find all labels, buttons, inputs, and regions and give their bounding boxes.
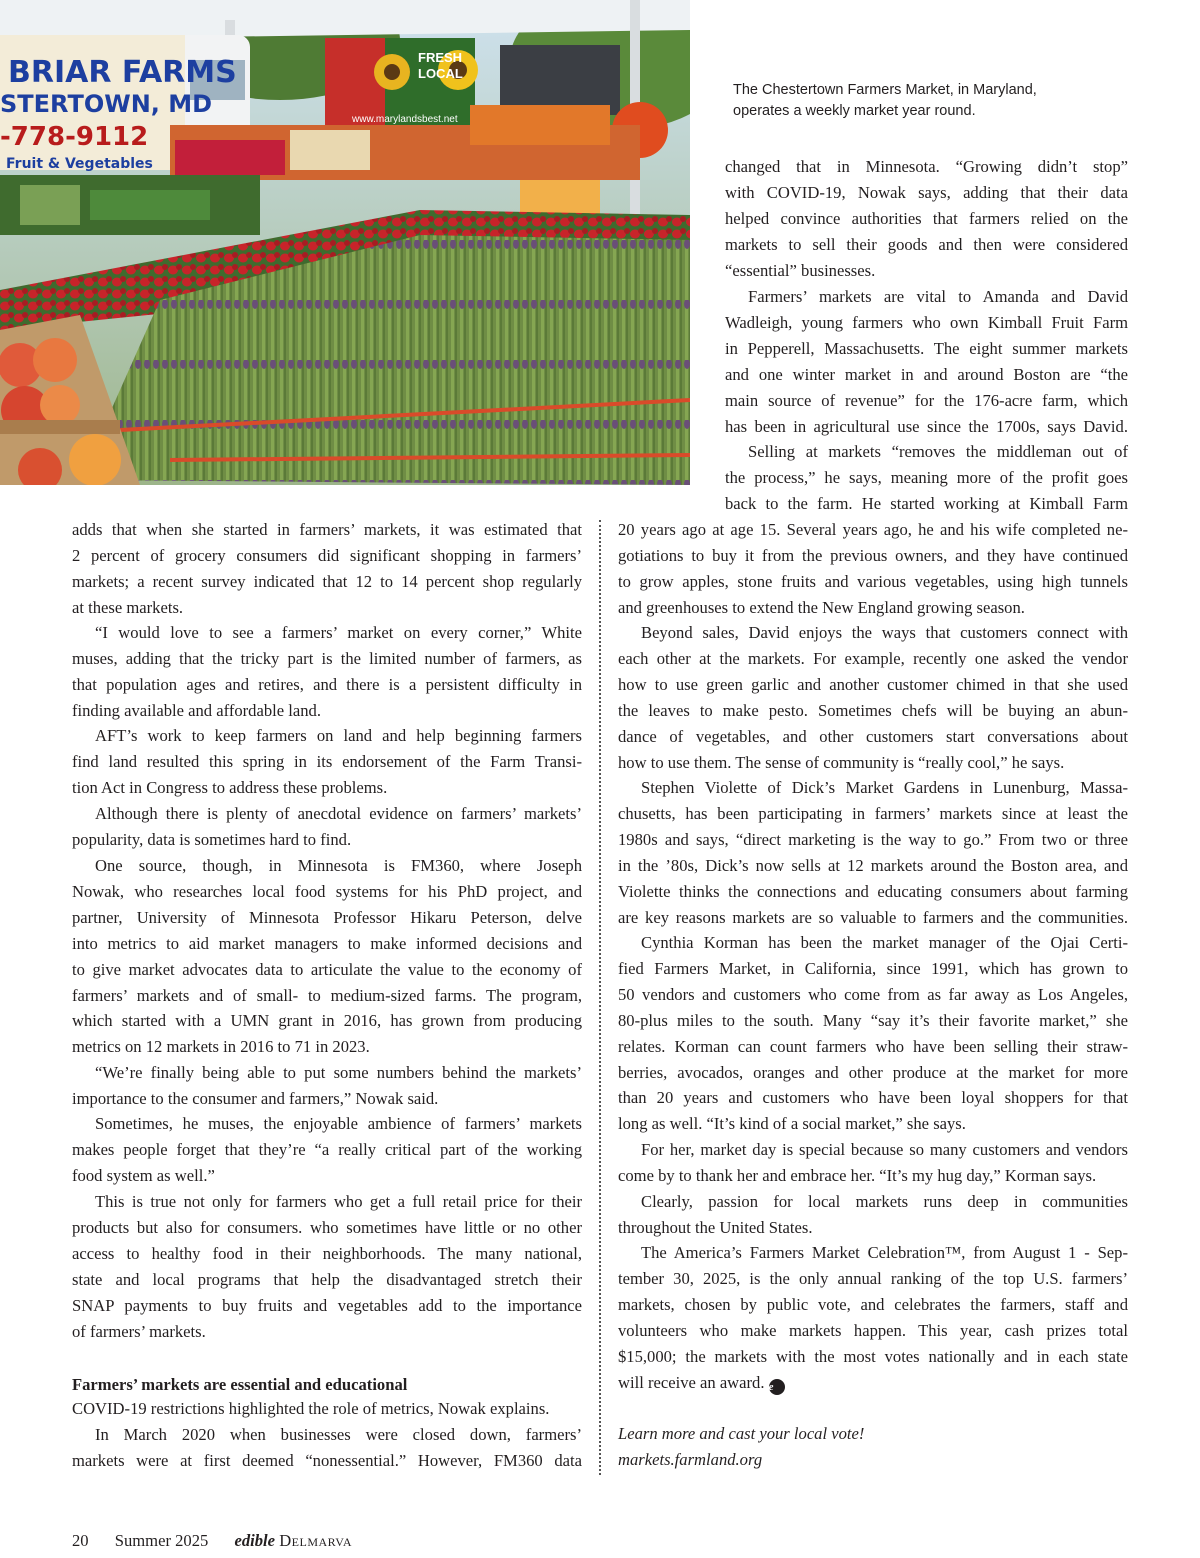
text-line: the leaves to make pesto. Sometimes chefs will be buying an abun- xyxy=(618,700,1128,720)
left-p10 xyxy=(72,1422,582,1474)
page-footer xyxy=(72,1531,352,1551)
text-line: tember 30, 2025, is the only annual ranking of the top U.S. farmers’ xyxy=(618,1268,1128,1288)
right-p4 xyxy=(618,620,1128,775)
text-line: The America’s Farmers Market Celebration™, from August 1 - Sep- xyxy=(641,1243,1128,1262)
left-p5 xyxy=(72,853,582,1060)
text-line: berries, avocados, oranges and other produce at the market for more xyxy=(618,1062,1128,1082)
text-line: dance of vegetables, and other customers start conversations about xyxy=(618,726,1128,746)
text-line: COVID-19 restrictions highlighted the role of metrics, Nowak explains. xyxy=(72,1399,550,1418)
text-line: back to the farm. He started working at Kimball Farm xyxy=(725,493,1128,513)
text-line: relates. Korman can count farmers who have been selling their straw- xyxy=(618,1036,1128,1056)
text-line: main source of revenue” for the 176-acre farm, which xyxy=(725,390,1128,410)
text-line: tion Act in Congress to address these problems. xyxy=(72,777,388,797)
text-line: come by to thank her and embrace her. “It’s my hug day,” Korman says. xyxy=(618,1165,1097,1185)
cta-link[interactable]: markets.farmland.org xyxy=(618,1449,763,1469)
text-line: makes people forget that they’re “a really critical part of the working xyxy=(72,1139,582,1159)
text-line: For her, market day is special because so many customers and vendors xyxy=(641,1140,1128,1159)
brand-prefix: edible xyxy=(234,1531,276,1550)
text-line: throughout the United States. xyxy=(618,1217,813,1237)
text-line: Beyond sales, David enjoys the ways that customers connect with xyxy=(641,623,1128,642)
text-line: which started with a UMN grant in 2016, has grown from producing xyxy=(72,1011,582,1031)
text-line: importance to the consumer and farmers,” Nowak said. xyxy=(72,1088,439,1108)
text-line: to give market advocates data to articulate the value to the economy of xyxy=(72,959,582,979)
brand-name: Delmarva xyxy=(279,1531,352,1550)
left-p6 xyxy=(72,1060,582,1112)
text-line: the process,” he says, meaning more of the profit goes xyxy=(725,467,1128,487)
text-line: find land resulted this spring in its endorsement of the Farm Transi- xyxy=(72,751,582,771)
text-line: access to healthy food in their neighborhoods. The many national, xyxy=(72,1243,582,1263)
text-line: Selling at markets “removes the middleman out of xyxy=(748,442,1128,461)
text-line: “I would love to see a farmers’ market on every corner,” White xyxy=(95,623,582,642)
text-line: AFT’s work to keep farmers on land and help beginning farmers xyxy=(95,726,582,745)
left-p3 xyxy=(72,723,582,801)
banner-url: www.marylandsbest.net xyxy=(352,114,458,125)
text-line: each other at the markets. For example, recently one asked the vendor xyxy=(618,648,1128,668)
text-line: markets, chosen by public vote, and celebrates the farmers, staff and xyxy=(618,1294,1128,1314)
text-line: fied Farmers Market, in California, since 1991, which has grown to xyxy=(618,958,1128,978)
right-p9 xyxy=(618,1240,1128,1395)
text-line: Stephen Violette of Dick’s Market Gardens in Lunenburg, Massa- xyxy=(641,778,1128,797)
text-line: in the ’80s, Dick’s now sells at 12 markets around the Boston area, and xyxy=(618,855,1128,875)
farmers-market-photo-icon xyxy=(0,0,690,485)
sign-line-2: STERTOWN, MD xyxy=(0,90,213,118)
sign-line-1: BRIAR FARMS xyxy=(8,55,237,90)
text-line: in Pepperell, Massachusetts. The eight summer markets xyxy=(725,338,1128,358)
text-line: with COVID-19, Nowak says, adding that their data xyxy=(725,182,1128,202)
market-photo xyxy=(0,0,690,485)
text-line: how to use green garlic and another customer chimed in that she used xyxy=(618,674,1128,694)
sign-line-3: -778-9112 xyxy=(0,122,149,152)
text-line: 50 vendors and customers who come from as far away as Los Angeles, xyxy=(618,984,1128,1004)
caption-line-2: operates a weekly market year round. xyxy=(733,103,976,119)
text-line: metrics on 12 markets in 2016 to 71 in 2023. xyxy=(72,1037,370,1057)
text-line: finding available and affordable land. xyxy=(72,700,321,720)
right-p5 xyxy=(618,775,1128,930)
text-line: Wadleigh, young farmers who own Kimball Fruit Farm xyxy=(725,312,1128,332)
text-line: partner, University of Minnesota Professor Hikaru Peterson, delve xyxy=(72,907,582,927)
column-divider xyxy=(599,520,601,1475)
right-p6 xyxy=(618,930,1128,1137)
text-line: farmers’ markets and of small- to medium-sized farms. The program, xyxy=(72,985,582,1005)
text-line: “essential” businesses. xyxy=(725,260,876,280)
text-line-content: will receive an award. xyxy=(618,1372,765,1392)
text-line: popularity, data is sometimes hard to find. xyxy=(72,829,352,849)
text-line: how to use them. The sense of community is “really cool,” he says. xyxy=(618,752,1065,772)
text-line: long as well. “It’s kind of a social market,” she says. xyxy=(618,1114,966,1134)
text-line: of farmers’ markets. xyxy=(72,1321,206,1341)
text-line: at these markets. xyxy=(72,597,184,617)
left-p1 xyxy=(72,517,582,621)
text-line: state and local programs that help the disadvantaged stretch their xyxy=(72,1269,582,1289)
text-line: Sometimes, he muses, the enjoyable ambience of farmers’ markets xyxy=(95,1114,582,1133)
text-line: changed that in Minnesota. “Growing didn’t stop” xyxy=(725,157,1128,176)
banner-local: LOCAL xyxy=(418,66,463,81)
right-call-to-action xyxy=(618,1421,1128,1473)
text-line: adds that when she started in farmers’ markets, it was estimated that xyxy=(72,520,582,539)
left-p7 xyxy=(72,1111,582,1189)
text-line: volunteers who make markets happen. This year, cash prizes total xyxy=(618,1320,1128,1340)
photo-caption xyxy=(733,80,1113,122)
left-p8 xyxy=(72,1189,582,1344)
right-top-p3 xyxy=(725,439,1128,517)
section-heading: Farmers’ markets are essential and educational xyxy=(72,1375,408,1394)
text-line: that population ages and retires, and there is a persistent difficulty in xyxy=(72,674,582,694)
text-line: to grow apples, stone fruits and various vegetables, using high tunnels xyxy=(618,571,1128,591)
right-top-p2 xyxy=(725,284,1128,439)
text-line: $15,000; the markets with the most votes nationally and in each state xyxy=(618,1346,1128,1366)
left-p9 xyxy=(72,1396,582,1422)
text-line: markets; a recent survey indicated that 12 to 14 percent shop regularly xyxy=(72,571,582,591)
issue-season: Summer 2025 xyxy=(114,1531,209,1550)
right-p3-continued xyxy=(618,517,1128,621)
text-line: 2 percent of grocery consumers did significant shopping in farmers’ xyxy=(72,545,582,565)
text-line xyxy=(618,1370,1128,1396)
text-line: and greenhouses to extend the New England growing season. xyxy=(618,597,1025,617)
text-line: has been in agricultural use since the 1700s, says David. xyxy=(725,416,1128,436)
end-of-article-icon: e xyxy=(769,1379,785,1395)
left-p2 xyxy=(72,620,582,724)
right-p8 xyxy=(618,1189,1128,1241)
text-line: Although there is plenty of anecdotal evidence on farmers’ markets’ xyxy=(95,804,582,823)
page-number: 20 xyxy=(72,1531,89,1550)
text-line: are key reasons markets are so valuable to farmers and the communities. xyxy=(618,907,1128,927)
text-line: Clearly, passion for local markets runs deep in communities xyxy=(641,1192,1128,1211)
text-line: muses, adding that the tricky part is the limited number of farmers, as xyxy=(72,648,582,668)
text-line: Cynthia Korman has been the market manager of the Ojai Certi- xyxy=(641,933,1128,952)
text-line: “We’re finally being able to put some numbers behind the markets’ xyxy=(95,1063,582,1082)
cta-line: Learn more and cast your local vote! xyxy=(618,1424,865,1443)
text-line: SNAP payments to buy fruits and vegetables add to the importance xyxy=(72,1295,582,1315)
text-line: products but also for consumers. who sometimes have little or no other xyxy=(72,1217,582,1237)
text-line: markets to sell their goods and then were considered xyxy=(725,234,1128,254)
caption-line-1: The Chestertown Farmers Market, in Maryland, xyxy=(733,82,1037,98)
right-p7 xyxy=(618,1137,1128,1189)
text-line: One source, though, in Minnesota is FM360, where Joseph xyxy=(95,856,582,875)
text-line: into metrics to aid market managers to make informed decisions and xyxy=(72,933,582,953)
text-line: Farmers’ markets are vital to Amanda and David xyxy=(748,287,1128,306)
text-line: and one winter market in and around Boston are “the xyxy=(725,364,1128,384)
text-line: 20 years ago at age 15. Several years ago, he and his wife completed ne- xyxy=(618,520,1128,539)
text-line: food system as well.” xyxy=(72,1165,215,1185)
left-p4 xyxy=(72,801,582,853)
sign-line-4: Fruit & Vegetables xyxy=(6,156,153,172)
text-line: gotiations to buy it from the previous owners, and they have continued xyxy=(618,545,1128,565)
right-top-p1 xyxy=(725,154,1128,284)
text-line: This is true not only for farmers who get a full retail price for their xyxy=(95,1192,582,1211)
text-line: markets were at first deemed “nonessential.” However, FM360 data xyxy=(72,1450,582,1470)
text-line: 1980s and says, “direct marketing is the way to go.” From two or three xyxy=(618,829,1128,849)
text-line: In March 2020 when businesses were closed down, farmers’ xyxy=(95,1425,582,1444)
text-line: 80-plus miles to the south. Many “say it’s their favorite market,” she xyxy=(618,1010,1128,1030)
text-line: than 20 years and customers who have been loyal shoppers for that xyxy=(618,1088,1128,1108)
text-line: Nowak, who researches local food systems for his PhD project, and xyxy=(72,881,582,901)
text-line: Violette thinks the connections and educating consumers about farming xyxy=(618,881,1128,901)
text-line: chusetts, has been participating in farmers’ markets since at least the xyxy=(618,803,1128,823)
banner-fresh: FRESH xyxy=(418,50,463,65)
text-line: helped convince authorities that farmers relied on the xyxy=(725,208,1128,228)
